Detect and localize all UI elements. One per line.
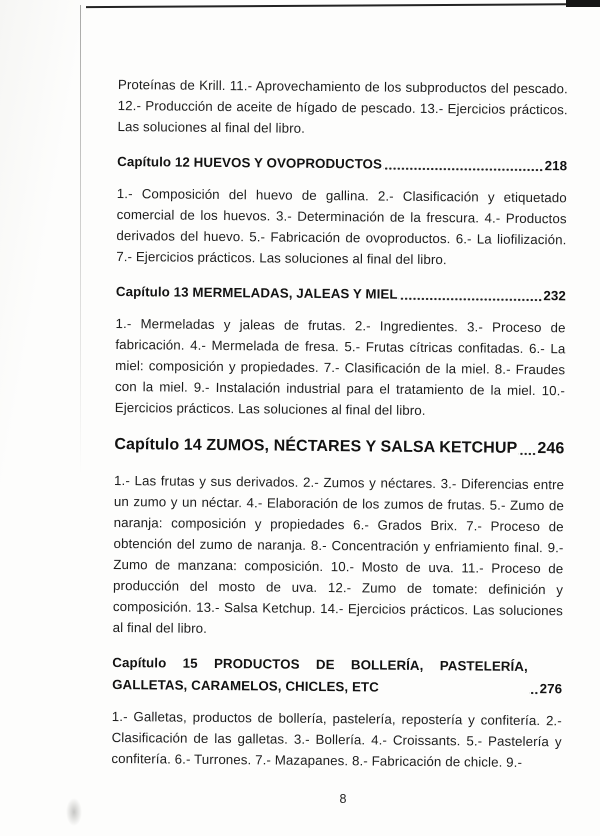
page-number: 8 [339,792,347,806]
scan-top-edge-artifact [86,3,600,8]
chapter-title: Capítulo 15 PRODUCTOS DE BOLLERÍA, PASTELERÍA, GALLETAS, CARAMELOS, CHICLES, ETC [112,654,528,695]
chapter-body: 1.- Las frutas y sus derivados. 2.- Zumos y néctares. 3.- Diferencias entre un zumo y un néctar. 4.- Elaboración de los zumos de frutas. 5.- Zumo de naranja: composición y propiedades 6.- Grados Brix. 7.- Proceso de obtención del zumo de naranja. 8.- Concentración y enfriamiento final. 9.- Zumo de manzana: composición. 10.- Mosto de uva. 11.- Proceso de producción del mosto de uva. 12.- Zumo de tomate: definición y composición. 13.- Salsa Ketchup. 14.- Ejercicios prácticos. Las soluciones al final del libro. [112,472,565,636]
chapter-body: 1.- Mermeladas y jaleas de frutas. 2.- Ingredientes. 3.- Proceso de fabricación. 4.- Mermelada de fresa. 5.- Frutas cítricas confitadas. 6.- La miel: composición y propiedades. 7.- Clasificación de la miel. 8.- Fraudes con la miel. 9.- Instalación industrial para el tratamiento de la miel. 10.- Ejercicios prácticos. Las soluciones al final del libro. [114,315,566,418]
scan-smudge-artifact [66,798,82,826]
scan-left-edge-artifact [80,5,81,475]
chapter-page-ref: 232 [543,288,566,304]
table-of-contents [111,74,568,787]
chapter-heading [114,432,564,462]
chapter-heading [116,281,566,307]
scan-corner-artifact [566,0,600,7]
chapter-title: Capítulo 13 MERMELADAS, JALEAS Y MIEL [115,283,398,302]
chapter-body: 1.- Galletas, productos de bollería, pastelería, repostería y confitería. 2.- Clasificación de las galletas. 3.- Bollería. 4.- Croissants. 5.- Pastelería y confitería. 6.- Turrones. 7.- Mazapanes. 8.- Fabricación de chicle. 9.- [111,708,562,770]
chapter-title: Capítulo 14 ZUMOS, NÉCTARES Y SALSA KETCHUP [114,435,518,457]
chapter-body: 1.- Composición del huevo de gallina. 2.- Clasificación y etiquetado comercial de los huevos. 3.- Determinación de la frescura. 4.- Productos derivados del huevo. 5.- Fabricación de ovoproductos. 6.- La liofilización. 7.- Ejercicios prácticos. Las soluciones al final del libro. [116,185,567,268]
dot-leader [518,436,536,462]
toc-intro-paragraph: Proteínas de Krill. 11.- Aprovechamiento de los subproductos del pescado. 12.- Producción de aceite de hígado de pescado. 13.- Ejercicios prácticos. Las soluciones al final del libro. [117,76,568,136]
chapter-heading [112,652,562,700]
toc-chapter-15 [111,652,562,773]
dot-leader [383,154,544,178]
chapter-heading [117,151,567,177]
chapter-page-ref: 246 [537,440,565,458]
chapter-title: Capítulo 12 HUEVOS Y OVOPRODUCTOS [117,153,383,172]
toc-chapter-13 [115,281,566,422]
dot-leader [399,284,543,307]
toc-chapter-12 [116,151,567,271]
chapter-page-ref: 218 [544,158,568,174]
chapter-page-ref: 276 [539,681,563,697]
dot-leader [529,656,539,700]
toc-chapter-14 [113,432,565,642]
